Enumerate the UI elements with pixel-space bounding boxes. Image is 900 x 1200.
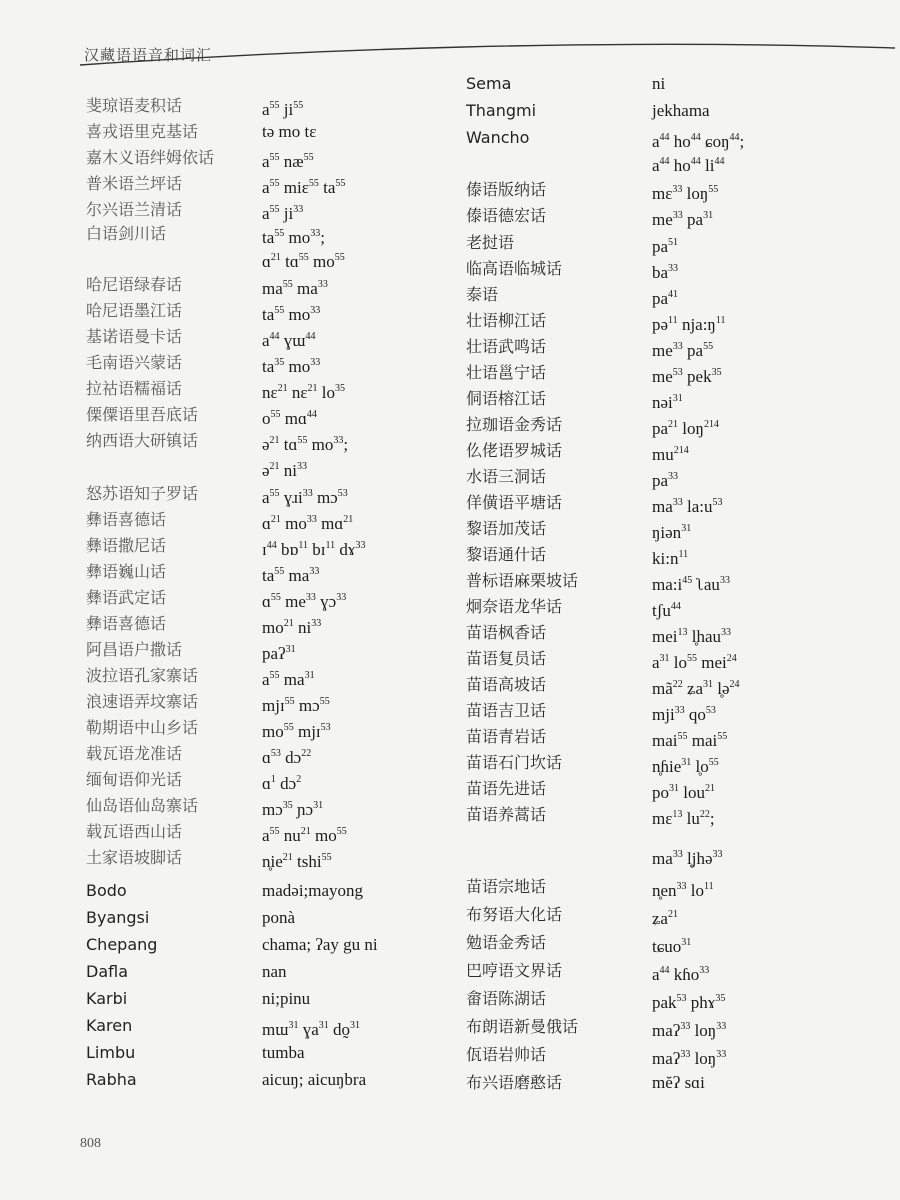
dictionary-entry	[466, 845, 886, 867]
language-name: 傈僳语里吾底话	[86, 405, 199, 424]
word-form: mei$^{13}$ l̥hau$^{33}$	[652, 627, 732, 646]
language-name: 傣语版纳话	[466, 180, 547, 199]
dictionary-entry	[86, 353, 506, 375]
word-form: ɑ$^{53}$ dɔ$^{22}$	[262, 748, 312, 767]
dictionary-entry	[466, 989, 886, 1011]
word-form: ni;pinu	[262, 989, 311, 1008]
language-name: 土家语坡脚话	[86, 848, 183, 867]
language-name: 临高语临城话	[466, 259, 563, 278]
word-form: $ma^{33}$ $la:u^{53}$	[652, 497, 723, 516]
word-form: mai$^{55}$ mai$^{55}$	[652, 731, 728, 750]
language-name: 怒苏语知子罗话	[86, 484, 199, 503]
language-name: 苗语复员话	[466, 649, 547, 668]
dictionary-entry	[466, 805, 886, 827]
dictionary-entry	[86, 640, 506, 662]
language-name: 仫佬语罗城话	[466, 441, 563, 460]
dictionary-entry	[86, 510, 506, 532]
language-name: 勉语金秀话	[466, 933, 547, 952]
word-form: $a^{55}$ miɛ$^{55}$ $ta^{55}$	[262, 178, 346, 197]
word-form: $a^{55}$ $ji^{55}$	[262, 100, 304, 119]
dictionary-entry	[466, 597, 886, 619]
language-name: 侗语榕江话	[466, 389, 547, 408]
language-name: Bodo	[86, 881, 127, 900]
word-form: $ba^{33}$	[652, 263, 679, 282]
dictionary-entry	[86, 935, 506, 957]
language-name: 仙岛语仙岛寨话	[86, 796, 199, 815]
word-form: $pa^{41}$	[652, 289, 679, 308]
word-form: $po^{31}$ lou$^{21}$	[652, 783, 715, 802]
dictionary-entry	[466, 233, 886, 255]
word-form: mjɪ$^{55}$ mɔ$^{55}$	[262, 696, 330, 715]
language-name: 黎语通什话	[466, 545, 547, 564]
dictionary-entry	[466, 727, 886, 749]
language-name: 纳西语大研镇话	[86, 431, 199, 450]
word-form: nɛ$^{21}$ nɛ$^{21}$ $lo^{35}$	[262, 383, 346, 402]
dictionary-entry	[86, 718, 506, 740]
language-name: 苗语青岩话	[466, 727, 547, 746]
word-form: $mã^{22}$ ʑa$^{31}$ l̥ə$^{24}$	[652, 679, 740, 698]
word-form: $a^{55}$ $ma^{31}$	[262, 670, 315, 689]
language-name: 彝语喜德话	[86, 510, 167, 529]
word-form: maʔ$^{33}$ loŋ$^{33}$	[652, 1049, 727, 1068]
language-name: 彝语巍山话	[86, 562, 167, 581]
dictionary-entry	[86, 666, 506, 688]
word-form: $ma:i^{45}$ ʅau$^{33}$	[652, 575, 730, 594]
word-form: $ta^{35}$ $mo^{33}$	[262, 357, 321, 376]
dictionary-entry	[86, 275, 506, 297]
word-form: mji$^{33}$ $qo^{53}$	[652, 705, 716, 724]
language-name: 苗语石门坎话	[466, 753, 563, 772]
language-name: 傣语德宏话	[466, 206, 547, 225]
dictionary-entry	[86, 1043, 506, 1065]
word-form: $a^{55}$ $nu^{21}$ $mo^{55}$	[262, 826, 347, 845]
dictionary-entry	[86, 174, 506, 196]
dictionary-entry	[466, 779, 886, 801]
word-form: $ma^{33}$ l̥jhə$^{33}$	[652, 849, 723, 868]
dictionary-entry	[466, 519, 886, 541]
language-name: 尔兴语兰清话	[86, 200, 183, 219]
dictionary-entry	[466, 701, 886, 723]
language-name: 苗语先进话	[466, 779, 547, 798]
word-form: n̥ɦie$^{31}$ $l̥o^{55}$	[652, 757, 719, 776]
language-name: 布朗语新曼俄话	[466, 1017, 579, 1036]
word-form: pak$^{53}$ phɤ$^{35}$	[652, 993, 726, 1012]
language-name: 壮语邕宁话	[466, 363, 547, 382]
dictionary-entry	[466, 493, 886, 515]
dictionary-entry	[86, 796, 506, 818]
word-form: $a^{55}$ $ji^{33}$	[262, 204, 304, 223]
word-form: ʑa$^{21}$	[652, 909, 678, 928]
running-header: 汉藏语语音和词汇	[84, 46, 213, 64]
dictionary-entry	[466, 441, 886, 463]
dictionary-entry	[86, 562, 506, 584]
word-form: ɑ$^{21}$ tɑ$^{55}$ $mo^{55}$	[262, 252, 345, 271]
language-name: 彝语武定话	[86, 588, 167, 607]
language-name: 喜戎语里克基话	[86, 122, 199, 141]
language-name: 波拉语孔家寨话	[86, 666, 199, 685]
dictionary-entry	[466, 933, 886, 955]
dictionary-entry	[466, 259, 886, 281]
dictionary-entry	[466, 877, 886, 899]
language-name: 苗语吉卫话	[466, 701, 547, 720]
word-form: tə mo tɛ	[262, 122, 317, 141]
word-form: jekhama	[652, 101, 710, 120]
word-form: ɪ$^{44}$ bɒ$^{11}$ bɪ$^{11}$ dɤ$^{33}$	[262, 540, 366, 559]
word-form: $a^{44}$ $ho^{44}$ ɕoŋ$^{44}$;	[652, 132, 745, 151]
language-name: 彝语喜德话	[86, 614, 167, 633]
dictionary-entry	[466, 545, 886, 567]
dictionary-entry	[466, 753, 886, 775]
dictionary-entry	[86, 122, 506, 144]
word-form: $a^{55}$ $næ^{55}$	[262, 152, 314, 171]
word-form: $a^{31}$ $lo^{55}$ mei$^{24}$	[652, 653, 737, 672]
dictionary-entry	[466, 311, 886, 333]
language-name: 普米语兰坪话	[86, 174, 183, 193]
word-form: $ta^{55}$ $mo^{33}$;	[262, 228, 325, 247]
word-form: $me^{53}$ pek$^{35}$	[652, 367, 722, 386]
dictionary-entry	[466, 1017, 886, 1039]
dictionary-entry	[466, 415, 886, 437]
dictionary-entry	[86, 224, 506, 246]
language-name: Wancho	[466, 128, 530, 147]
dictionary-entry	[466, 467, 886, 489]
language-name: Sema	[466, 74, 512, 93]
word-form: ni	[652, 74, 666, 93]
word-form: mĕʔ sɑi	[652, 1073, 705, 1092]
word-form: aicuŋ; aicuŋbra	[262, 1070, 367, 1089]
language-name: 缅甸语仰光话	[86, 770, 183, 789]
language-name: Karen	[86, 1016, 133, 1035]
language-name: 苗语枫香话	[466, 623, 547, 642]
dictionary-entry	[86, 327, 506, 349]
page-number: 808	[80, 1136, 101, 1151]
language-name: 布兴语磨憨话	[466, 1073, 563, 1092]
word-form: $ta^{55}$ $ma^{33}$	[262, 566, 320, 585]
word-form: ɑ$^1$ dɔ$^2$	[262, 774, 302, 793]
language-name: 苗语宗地话	[466, 877, 547, 896]
language-name: 泰语	[466, 285, 499, 304]
dictionary-entry	[466, 675, 886, 697]
dictionary-entry	[466, 180, 886, 202]
dictionary-entry	[86, 248, 506, 270]
word-form: ə$^{21}$ tɑ$^{55}$ $mo^{33}$;	[262, 435, 349, 454]
dictionary-entry	[466, 571, 886, 593]
dictionary-entry	[86, 96, 506, 118]
dictionary-entry	[86, 536, 506, 558]
word-form: $pa^{21}$ loŋ$^{214}$	[652, 419, 719, 438]
word-form: pə$^{11}$ $nja:ŋ^{11}$	[652, 315, 726, 334]
word-form: $a^{55}$ ɣɹi$^{33}$ mɔ$^{53}$	[262, 488, 348, 507]
language-name: 水语三洞话	[466, 467, 547, 486]
language-name: Dafla	[86, 962, 129, 981]
language-name: 斐琼语麦积话	[86, 96, 183, 115]
word-form: mɛ$^{33}$ loŋ$^{55}$	[652, 184, 719, 203]
word-form: mɯ$^{31}$ ɣa$^{31}$ do̰$^{31}$	[262, 1020, 360, 1039]
dictionary-entry	[466, 1045, 886, 1067]
language-name: 拉珈语金秀话	[466, 415, 563, 434]
language-name: 阿昌语户撒话	[86, 640, 183, 659]
word-form: nəi$^{31}$	[652, 393, 683, 412]
language-name: 佤语岩帅话	[466, 1045, 547, 1064]
word-form: $ta^{55}$ $mo^{33}$	[262, 305, 321, 324]
language-name: 畲语陈湖话	[466, 989, 547, 1008]
language-name: Rabha	[86, 1070, 137, 1089]
language-name: 载瓦语龙准话	[86, 744, 183, 763]
word-form: $me^{33}$ $pa^{55}$	[652, 341, 714, 360]
language-name: 基诺语曼卡话	[86, 327, 183, 346]
dictionary-entry	[86, 989, 506, 1011]
dictionary-entry	[466, 905, 886, 927]
language-name: 勒期语中山乡话	[86, 718, 199, 737]
word-form: ŋiən$^{31}$	[652, 523, 692, 542]
word-form: ponà	[262, 908, 296, 927]
dictionary-entry	[86, 379, 506, 401]
word-form: tumba	[262, 1043, 305, 1062]
dictionary-entry	[466, 74, 886, 96]
language-name: 老挝语	[466, 233, 515, 252]
word-form: maʔ$^{33}$ loŋ$^{33}$	[652, 1021, 727, 1040]
language-name: 载瓦语西山话	[86, 822, 183, 841]
language-name: 佯僙语平塘话	[466, 493, 563, 512]
language-name: Thangmi	[466, 101, 537, 120]
language-name: 拉祜语糯福话	[86, 379, 183, 398]
dictionary-entry	[466, 101, 886, 123]
dictionary-entry	[86, 301, 506, 323]
word-form: nan	[262, 962, 287, 981]
word-form: mɔ$^{35}$ ɲɔ$^{31}$	[262, 800, 324, 819]
word-form: tɕuo$^{31}$	[652, 937, 692, 956]
word-form: $me^{33}$ $pa^{31}$	[652, 210, 714, 229]
word-form: $n̥ie^{21}$ tshi$^{55}$	[262, 852, 332, 871]
dictionary-entry	[86, 457, 506, 479]
word-form: ɑ$^{55}$ $me^{33}$ ɣɔ$^{33}$	[262, 592, 347, 611]
word-form: ɑ$^{21}$ $mo^{33}$ mɑ$^{21}$	[262, 514, 354, 533]
dictionary-entry	[86, 200, 506, 222]
dictionary-entry	[466, 623, 886, 645]
language-name: 布努语大化话	[466, 905, 563, 924]
language-name: 炯奈语龙华话	[466, 597, 563, 616]
dictionary-entry	[86, 1070, 506, 1092]
language-name: 浪速语弄坟寨话	[86, 692, 199, 711]
dictionary-entry	[466, 285, 886, 307]
language-name: 巴哼语文界话	[466, 961, 563, 980]
language-name: Chepang	[86, 935, 158, 954]
dictionary-entry	[86, 908, 506, 930]
language-name: 苗语养蒿话	[466, 805, 547, 824]
word-form: $mo^{55}$ mjɪ$^{53}$	[262, 722, 331, 741]
dictionary-entry	[86, 770, 506, 792]
dictionary-entry	[86, 962, 506, 984]
word-form: $a^{44}$ $ho^{44}$ $li^{44}$	[652, 156, 725, 175]
language-name: 苗语高坡话	[466, 675, 547, 694]
dictionary-entry	[466, 152, 886, 174]
word-form: $pa^{33}$	[652, 471, 679, 490]
dictionary-entry	[86, 744, 506, 766]
dictionary-entry	[466, 128, 886, 150]
word-form: $mu^{214}$	[652, 445, 689, 464]
dictionary-entry	[86, 822, 506, 844]
word-form: tʃu$^{44}$	[652, 601, 681, 620]
header-rule	[0, 0, 900, 80]
dictionary-entry	[466, 337, 886, 359]
language-name: 壮语武鸣话	[466, 337, 547, 356]
language-name: 嘉木义语绊姆依话	[86, 148, 215, 167]
language-name: 哈尼语墨江话	[86, 301, 183, 320]
language-name: 彝语撒尼话	[86, 536, 167, 555]
language-name: 黎语加茂话	[466, 519, 547, 538]
language-name: Byangsi	[86, 908, 150, 927]
language-name: 普标语麻栗坡话	[466, 571, 579, 590]
dictionary-entry	[86, 405, 506, 427]
dictionary-entry	[466, 1073, 886, 1095]
dictionary-entry	[86, 148, 506, 170]
dictionary-entry	[86, 1016, 506, 1038]
word-form: ə$^{21}$ $ni^{33}$	[262, 461, 308, 480]
dictionary-entry	[466, 363, 886, 385]
dictionary-entry	[86, 431, 506, 453]
word-form: $o^{55}$ mɑ$^{44}$	[262, 409, 317, 428]
dictionary-entry	[86, 588, 506, 610]
word-form: $pa^{51}$	[652, 237, 679, 256]
dictionary-entry	[466, 649, 886, 671]
word-form: madəi;mayong	[262, 881, 364, 900]
language-name: Karbi	[86, 989, 128, 1008]
word-form: $ma^{55}$ $ma^{33}$	[262, 279, 328, 298]
dictionary-entry	[86, 484, 506, 506]
word-form: paʔ$^{31}$	[262, 644, 296, 663]
dictionary-entry	[466, 206, 886, 228]
dictionary-entry	[86, 848, 506, 870]
word-form: $mo^{21}$ $ni^{33}$	[262, 618, 322, 637]
dictionary-entry	[466, 961, 886, 983]
word-form: $n̥en^{33}$ $lo^{11}$	[652, 881, 714, 900]
dictionary-entry	[466, 389, 886, 411]
word-form: $a^{44}$ kɦo$^{33}$	[652, 965, 710, 984]
dictionary-entry	[86, 692, 506, 714]
dictionary-entry	[86, 614, 506, 636]
word-form: $a^{44}$ ɣɯ$^{44}$	[262, 331, 316, 350]
dictionary-entry	[86, 881, 506, 903]
language-name: 哈尼语绿春话	[86, 275, 183, 294]
language-name: 壮语柳江话	[466, 311, 547, 330]
word-form: $ki:n^{11}$	[652, 549, 689, 568]
language-name: Limbu	[86, 1043, 136, 1062]
language-name: 毛南语兴蒙话	[86, 353, 183, 372]
word-form: chama; ʔay gu ni	[262, 935, 378, 954]
language-name: 白语剑川话	[86, 224, 167, 243]
word-form: mɛ$^{13}$ $lu^{22}$;	[652, 809, 715, 828]
